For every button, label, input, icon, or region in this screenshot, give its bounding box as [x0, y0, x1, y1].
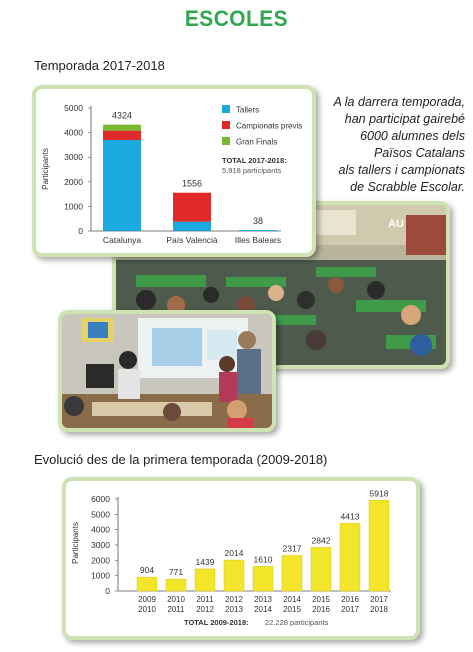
photo-whiteboard-class: [58, 310, 276, 432]
total-value: 22.228 participants: [265, 618, 329, 627]
evolution-bar: [253, 566, 273, 591]
quote-line: Països Catalans: [373, 146, 465, 160]
x-category-label-start: 2010: [167, 595, 185, 604]
page-title: ESCOLES: [184, 6, 289, 31]
x-category-label: Catalunya: [102, 235, 142, 245]
bar-campionats-previs: [173, 193, 211, 222]
legend-label: Tallers: [236, 105, 260, 115]
total-label: TOTAL 2009-2018:: [184, 618, 249, 627]
bar-value-label: 1610: [253, 554, 273, 565]
y-tick-label: 1000: [64, 201, 83, 212]
bar-gran-finals: [103, 125, 141, 131]
season-chart-panel: [32, 85, 316, 257]
x-category-label-end: 2015: [283, 605, 301, 614]
y-tick-label: 0: [105, 586, 110, 596]
section-title-season: Temporada 2017-2018: [34, 58, 165, 73]
evolution-bar: [137, 577, 157, 591]
total-label: TOTAL 2017-2018:: [222, 156, 287, 165]
bar-value-label: 1439: [195, 556, 215, 567]
quote-line: 6000 alumnes dels: [360, 129, 465, 143]
bar-value-label: 2842: [311, 535, 331, 546]
legend-label: Campionats previs: [236, 121, 303, 131]
quote-line: han participat gairebé: [344, 112, 465, 126]
evolution-participants-chart: [66, 481, 416, 636]
bar-tallers: [103, 140, 141, 231]
x-category-label-start: 2017: [370, 595, 388, 604]
y-tick-label: 4000: [91, 524, 110, 535]
y-axis-label: Participants: [41, 148, 50, 190]
x-category-label-start: 2009: [138, 595, 156, 604]
x-category-label-end: 2013: [225, 605, 243, 614]
whiteboard-photo-image: [62, 314, 272, 428]
season-summary-quote: [315, 94, 465, 196]
y-tick-label: 3000: [91, 540, 110, 550]
x-category-label-start: 2014: [283, 595, 301, 604]
y-tick-label: 2000: [64, 176, 83, 187]
bar-value-label: 2317: [282, 543, 302, 554]
y-tick-label: 6000: [91, 494, 110, 504]
x-category-label-end: 2016: [312, 605, 330, 614]
photo-sign-text: AU: [388, 218, 404, 230]
x-category-label-end: 2011: [167, 605, 185, 614]
evolution-bar: [311, 547, 331, 591]
y-axis-label: Participants: [71, 522, 80, 564]
x-category-label-end: 2017: [341, 605, 359, 614]
evolution-bar: [195, 569, 215, 591]
x-category-label-start: 2012: [225, 595, 243, 604]
y-tick-label: 5000: [64, 103, 83, 113]
quote-line: de Scrabble Escolar.: [350, 180, 465, 194]
evolution-bar: [369, 500, 389, 591]
legend-swatch: [222, 137, 230, 145]
x-category-label-start: 2013: [254, 595, 272, 604]
evolution-bar: [282, 555, 302, 591]
bar-value-label: 4413: [340, 511, 360, 522]
section-title-evolution: Evolució des de la primera temporada (2009-2018): [34, 452, 328, 467]
bar-value-label: 5918: [369, 488, 389, 499]
bar-tallers: [173, 222, 211, 231]
x-category-label: País Valencià: [166, 235, 218, 245]
bar-total-label: 4324: [111, 110, 133, 121]
bar-campionats-previs: [103, 131, 141, 140]
x-category-label-start: 2015: [312, 595, 330, 604]
total-value: 5.918 participants: [222, 166, 282, 175]
bar-value-label: 2014: [224, 548, 244, 559]
bar-value-label: 771: [168, 567, 184, 578]
legend-label: Gran Finals: [236, 137, 278, 147]
bar-total-label: 1556: [181, 178, 203, 189]
evolution-bar: [224, 560, 244, 591]
y-tick-label: 0: [78, 226, 83, 236]
x-category-label: Illes Balears: [234, 235, 282, 245]
evolution-bar: [340, 523, 360, 591]
evolution-chart-panel: [62, 477, 420, 640]
y-tick-label: 5000: [91, 509, 110, 520]
x-category-label-start: 2011: [196, 595, 214, 604]
legend-swatch: [222, 105, 230, 113]
bar-total-label: 38: [252, 216, 264, 227]
x-category-label-end: 2018: [370, 605, 388, 614]
quote-line: A la darrera temporada,: [333, 95, 465, 109]
bar-tallers: [239, 230, 277, 231]
evolution-bar: [166, 579, 186, 591]
x-category-label-end: 2012: [196, 605, 214, 614]
legend-swatch: [222, 121, 230, 129]
y-tick-label: 4000: [64, 127, 83, 138]
x-category-label-start: 2016: [341, 595, 359, 604]
y-tick-label: 2000: [91, 555, 110, 566]
x-category-label-end: 2014: [254, 605, 272, 614]
season-participants-chart: [36, 89, 312, 253]
bar-value-label: 904: [139, 565, 155, 576]
y-tick-label: 1000: [91, 570, 110, 581]
y-tick-label: 3000: [64, 152, 83, 163]
x-category-label-end: 2010: [138, 605, 156, 614]
quote-line: als tallers i campionats: [338, 163, 465, 177]
